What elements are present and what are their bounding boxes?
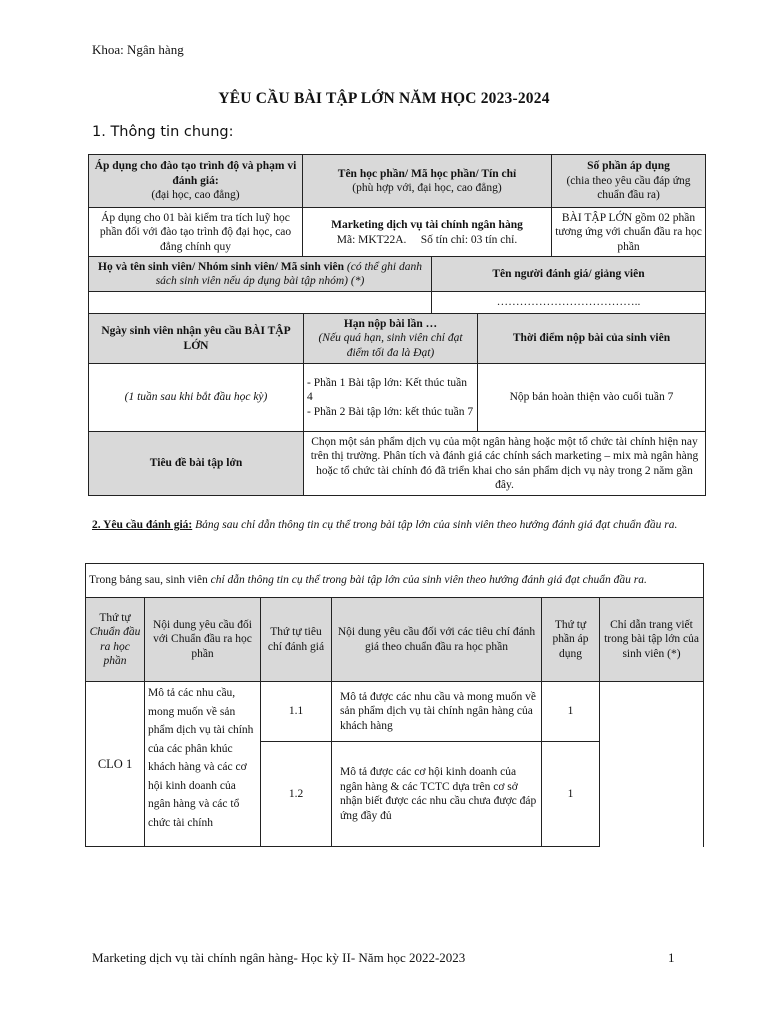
page-ref-cell: [600, 682, 704, 847]
criteria-table: [85, 563, 704, 847]
student-header-note: (có thể ghi danh sách sinh viên nếu áp dụng bài tập nhóm) (*): [155, 260, 422, 287]
deadline-header-title: Hạn nộp bài lần …: [343, 317, 438, 330]
header-parts-note: (chia theo yêu cầu đáp ứng chuẩn đầu ra): [566, 174, 691, 202]
criteria-row-part: 1: [542, 742, 600, 847]
header-course-title: Tên học phần/ Mã học phần/ Tín chỉ: [337, 167, 517, 180]
col-header-part-order: Thứ tự phần áp dụng: [542, 598, 600, 682]
header-scope-title: Áp dụng cho đào tạo trình độ và phạm vi đánh giá:: [94, 160, 297, 187]
clo-label: CLO 1: [86, 682, 145, 847]
parts-value: BÀI TẬP LỚN gồm 02 phần tương ứng với chuẩn đầu ra học phần: [552, 208, 706, 258]
deadline-value: [304, 364, 478, 432]
student-value: [89, 292, 432, 314]
header-scope: [89, 155, 303, 208]
criteria-intro: [86, 564, 704, 598]
criteria-intro-italic: chỉ dẫn thông tin cụ thể trong bài tập lớn của sinh viên theo hướng đánh giá đạt chuẩn đầu ra.: [210, 574, 647, 587]
criteria-intro-normal: Trong bảng sau, sinh viên: [89, 574, 211, 587]
topic-value: Chọn một sản phẩm dịch vụ của một ngân hàng hoặc một tổ chức tài chính hiện nay trên thị trường. Phân tích và đánh giá các chính sách marketing – mix mà ngân hàng hoặc tổ chức tài chính đó đã triển khai cho sản phẩm dịch vụ này trong 2 năm gần đây.: [304, 432, 706, 496]
col-header-clo-order-a: Thứ tự: [99, 611, 131, 624]
receive-date-header: Ngày sinh viên nhận yêu cầu BÀI TẬP LỚN: [89, 314, 304, 364]
criteria-row-num: 1.1: [261, 682, 332, 742]
header-course-note: (phù hợp với, đại học, cao đẳng): [352, 182, 502, 194]
header-course: [303, 155, 552, 208]
student-header-title: Họ và tên sinh viên/ Nhóm sinh viên/ Mã sinh viên: [98, 260, 345, 273]
assessor-header: Tên người đánh giá/ giảng viên: [432, 257, 706, 292]
deadline-header-note: (Nếu quá hạn, sinh viên chỉ đạt điểm tối đa là Đạt): [318, 332, 463, 359]
deadline-header: [304, 314, 478, 364]
submit-time-value: Nộp bản hoàn thiện vào cuối tuần 7: [478, 364, 706, 432]
course-name: Marketing dịch vụ tài chính ngân hàng: [331, 219, 523, 231]
section2-heading: 2. Yêu cầu đánh giá:: [92, 519, 193, 531]
deadline-part2: - Phần 2 Bài tập lớn: kết thúc tuần 7: [307, 405, 474, 418]
faculty-label: Khoa: Ngân hàng: [92, 42, 184, 57]
col-header-criteria-order: Thứ tự tiêu chí đánh giá: [261, 598, 332, 682]
info-table-top: [88, 154, 706, 258]
criteria-row-part: 1: [542, 682, 600, 742]
submit-time-header: Thời điểm nộp bài của sinh viên: [478, 314, 706, 364]
deadline-part1: - Phần 1 Bài tập lớn: Kết thúc tuần 4: [307, 376, 468, 404]
scope-value: Áp dụng cho 01 bài kiểm tra tích luỹ học phần đối với đào tạo trình độ đại học, cao đẳng chính quy: [89, 208, 303, 258]
criteria-row-desc: Mô tả được các nhu cầu và mong muốn về sản phẩm dịch vụ tài chính ngân hàng của khách hàng: [332, 682, 542, 742]
col-header-criteria-content: Nội dung yêu cầu đối với các tiêu chí đánh giá theo chuẩn đầu ra học phần: [332, 598, 542, 682]
course-code: Mã: MKT22A. Số tín chỉ: 03 tín chỉ.: [336, 233, 518, 246]
section2-text: Bảng sau chỉ dẫn thông tin cụ thể trong bài tập lớn của sinh viên theo hướng đánh giá đạt chuẩn đầu ra.: [192, 519, 678, 531]
criteria-row-num: 1.2: [261, 742, 332, 847]
col-header-clo-order: [86, 598, 145, 682]
header-scope-note: (đại học, cao đẳng): [151, 189, 240, 202]
clo-description: Mô tả các nhu cầu, mong muốn về sản phẩm dịch vụ tài chính của các phân khúc khách hàng và các cơ hội kinh doanh của ngân hàng và các tổ chức tài chính: [145, 682, 261, 847]
col-header-clo-order-b: Chuẩn đầu ra học phần: [89, 626, 141, 667]
header-parts: [552, 155, 706, 208]
page-number: 1: [668, 950, 675, 965]
topic-label: Tiêu đề bài tập lớn: [89, 432, 304, 496]
document-title: YÊU CẦU BÀI TẬP LỚN NĂM HỌC 2023-2024: [218, 90, 550, 107]
col-header-page-ref: Chỉ dẫn trang viết trong bài tập lớn của sinh viên (*): [600, 598, 704, 682]
receive-date-value: (1 tuần sau khi bắt đầu học kỳ): [89, 364, 304, 432]
info-table-dates: [88, 313, 706, 496]
info-table-student: [88, 256, 706, 314]
course-value: [303, 208, 552, 258]
section1-heading: 1. Thông tin chung:: [92, 124, 234, 140]
section2-paragraph: [92, 517, 682, 533]
header-parts-title: Số phần áp dụng: [587, 160, 670, 173]
criteria-row-desc: Mô tả được các cơ hội kinh doanh của ngân hàng & các TCTC dựa trên cơ sở nhận biết được các nhu cầu chưa được đáp ứng đầy đủ: [332, 742, 542, 847]
assessor-value: ………………………………..: [432, 292, 706, 314]
col-header-clo-content: Nội dung yêu cầu đối với Chuẩn đầu ra học phần: [145, 598, 261, 682]
page-footer: Marketing dịch vụ tài chính ngân hàng- Học kỳ II- Năm học 2022-2023: [92, 950, 466, 965]
student-header: [89, 257, 432, 292]
